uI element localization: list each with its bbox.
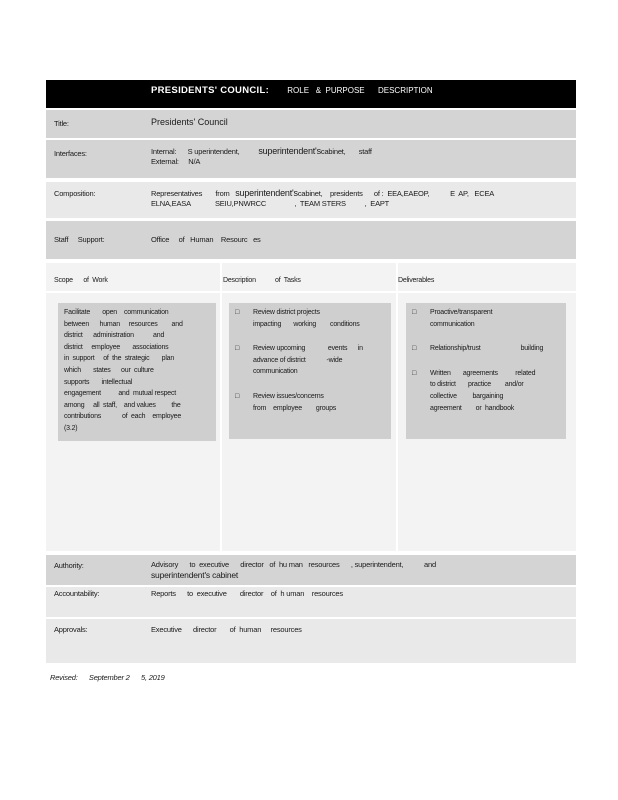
internal-value-b: superintendent's	[258, 146, 321, 156]
bullet-line: Review upcoming events in	[253, 345, 363, 353]
bullet-box-icon: □	[412, 369, 417, 377]
deliverables-heading: Deliverables	[398, 277, 435, 284]
bullet-box-icon: □	[235, 309, 240, 316]
deliverables-box	[406, 303, 566, 439]
deliverables-list	[406, 307, 566, 414]
approvals-label: Approvals:	[54, 625, 88, 634]
staff-support-row	[46, 221, 576, 259]
composition-label: Composition:	[54, 189, 96, 198]
bullet-line: collective bargaining	[430, 392, 504, 400]
scope-line: district employee associations	[64, 343, 169, 351]
revised-label: Revised:	[50, 673, 78, 682]
approvals-row	[46, 619, 576, 663]
tasks-box	[229, 303, 391, 439]
header-title: PRESIDENTS' COUNCIL:	[151, 85, 270, 96]
header-left-cell	[46, 80, 144, 108]
scope-line: in support of the strategic plan	[64, 355, 175, 363]
accountability-value: Reports to executive director of h uman resources	[151, 589, 343, 598]
scope-line: contributions of each employee	[64, 413, 182, 421]
revision-note	[50, 673, 165, 682]
title-row	[46, 110, 576, 138]
interfaces-value	[145, 140, 576, 178]
bullet-line: impacting working conditions	[253, 320, 360, 328]
bullet-box-icon: □	[412, 345, 417, 353]
bullet-line: agreement or handbook	[430, 404, 515, 412]
bullet-line: Written agreements related	[430, 369, 536, 377]
external-value: N/A	[188, 157, 201, 166]
scope-line: district administration and	[64, 332, 165, 340]
authority-line-2: superintendent's cabinet	[151, 570, 239, 580]
authority-value	[145, 555, 576, 585]
internal-value-a: S uperintendent,	[187, 147, 240, 156]
scope-line: Facilitate open communication	[64, 309, 169, 316]
bullet-line: Relationship/trust building	[430, 345, 544, 353]
interfaces-internal	[151, 146, 576, 157]
interfaces-label: Interfaces:	[54, 149, 87, 158]
columns-body-row	[46, 293, 576, 551]
role-description-table	[46, 80, 576, 663]
column-divider-1-body	[220, 293, 222, 551]
composition-line-1	[151, 188, 576, 199]
bullet-line: communication	[253, 368, 298, 376]
tasks-heading: Description of Tasks	[223, 277, 301, 284]
title-value	[145, 110, 576, 138]
revised-date-a: September 2	[88, 673, 130, 682]
composition-value	[145, 182, 576, 218]
bullet-box-icon: □	[412, 309, 417, 316]
authority-line-1: Advisory to executive director of hu man resources , superintendent, and	[151, 560, 436, 569]
bullet-item	[406, 307, 566, 330]
bullet-line: Review district projects	[253, 309, 320, 316]
table-header	[46, 80, 576, 108]
revised-date-b: 5, 2019	[140, 673, 165, 682]
bullet-line: advance of district -wide	[253, 356, 343, 364]
bullet-line: to district practice and/or	[430, 381, 524, 389]
bullet-item	[229, 391, 391, 414]
bullet-box-icon: □	[235, 345, 240, 353]
tasks-list	[229, 307, 391, 414]
scope-heading: Scope of Work	[54, 277, 108, 284]
column-divider-2-body	[396, 293, 398, 551]
header-subtitle: ROLE & PURPOSE DESCRIPTION	[287, 86, 433, 95]
scope-text	[64, 307, 216, 435]
column-divider-1	[220, 263, 222, 291]
staff-support-label: Staff Support:	[54, 235, 105, 244]
bullet-item	[406, 368, 566, 414]
scope-box	[58, 303, 216, 441]
bullet-line: Review issues/concerns	[253, 392, 324, 400]
bullet-item	[229, 343, 391, 378]
interfaces-external	[151, 157, 576, 167]
authority-row	[46, 555, 576, 585]
columns-header-row	[46, 263, 576, 291]
composition-row	[46, 182, 576, 218]
bullet-item	[406, 343, 566, 355]
composition-line-2: ELNA,EASA SEIU,PNWRCC , TEAM STERS , EAPT	[151, 199, 390, 208]
title-label: Title:	[54, 119, 69, 128]
header-title-cell	[145, 80, 576, 108]
bullet-line: communication	[430, 320, 475, 328]
bullet-box-icon: □	[235, 392, 240, 400]
scope-line: engagement and mutual respect	[64, 390, 177, 398]
composition-line-1-b: superintendent's	[235, 188, 298, 198]
internal-label: Internal:	[151, 147, 177, 156]
composition-line-1-a: Representatives from	[151, 189, 230, 198]
approvals-value: Executive director of human resources	[151, 625, 302, 634]
bullet-line: from employee groups	[253, 404, 337, 412]
scope-line: between human resources and	[64, 320, 183, 328]
authority-label: Authority:	[54, 561, 84, 570]
accountability-row	[46, 587, 576, 617]
scope-line: (3.2)	[64, 424, 78, 432]
column-divider-2	[396, 263, 398, 291]
internal-value-d: staff	[358, 147, 372, 156]
accountability-label: Accountability:	[54, 589, 100, 598]
title-value-text: Presidents' Council	[151, 117, 228, 127]
scope-line: which states our culture	[64, 366, 154, 374]
staff-support-value: Office of Human Resourc es	[151, 235, 261, 244]
composition-line-1-c: cabinet, presidents of : EEA,EAEOP, E AP, ECEA	[297, 189, 495, 198]
internal-value-c: cabinet,	[320, 147, 346, 156]
interfaces-row	[46, 140, 576, 178]
scope-line: supports intellectual	[64, 378, 133, 386]
scope-line: among all staff, and values the	[64, 401, 181, 409]
bullet-line: Proactive/transparent	[430, 309, 493, 316]
external-label: External:	[151, 157, 179, 166]
bullet-item	[229, 307, 391, 330]
